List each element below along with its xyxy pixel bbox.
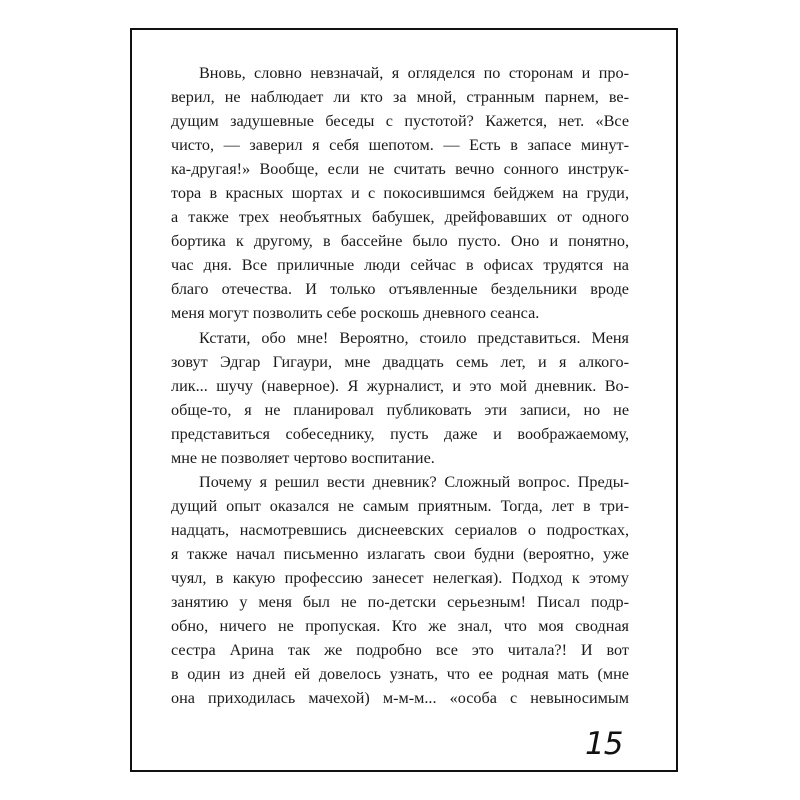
text-line: Кстати, обо мне! Вероятно, стоило представиться. Меня: [199, 328, 629, 347]
text-line: сестра Арина так же подробно все это читала?! И вот: [171, 641, 629, 660]
text-line: а также трех необъятных бабушек, дрейфовавших от одного: [171, 208, 629, 227]
text-line: представиться собеседнику, пусть даже и воображаемому,: [171, 424, 629, 443]
text-line: обно, ничего не пропуская. Кто же знал, что моя сводная: [171, 617, 629, 636]
text-line: в один из дней ей довелось узнать, что ее родная мать (мне: [171, 665, 629, 684]
text-line: верил, не наблюдает ли кто за мной, странным парнем, ве-: [171, 88, 629, 107]
text-line: бортика к другому, в бассейне было пусто. Оно и понятно,: [171, 232, 629, 251]
text-line: чисто, — заверил я себя шепотом. — Есть в запасе минут-: [171, 136, 629, 155]
text-line: занятию у меня был не по-детски серьезным! Писал подр-: [171, 593, 629, 612]
page-text: [171, 61, 629, 710]
text-line: Почему я решил вести дневник? Сложный вопрос. Преды-: [199, 472, 629, 491]
text-line: Вновь, словно невзначай, я огляделся по сторонам и про-: [199, 64, 629, 82]
text-line: благо отечества. И только отъявленные бездельники вроде: [171, 280, 629, 299]
text-line: я также начал письменно излагать свои будни (вероятно, уже: [171, 544, 629, 563]
text-line: мне не позволяет чертово воспитание.: [171, 448, 435, 467]
text-line: она приходилась мачехой) м-м-м... «особа с невыносимым: [171, 689, 629, 708]
text-line: дущим задушевные беседы с пустотой? Кажется, нет. «Все: [171, 112, 629, 131]
text-line: меня могут позволить себе роскошь дневного сеанса.: [171, 304, 540, 323]
text-line: зовут Эдгар Гигаури, мне двадцать семь лет, и я алкого-: [171, 352, 629, 371]
text-line: обще-то, я не планировал публиковать эти записи, но не: [171, 400, 629, 419]
text-line: ка-другая!» Вообще, если не считать вечно сонного инструк-: [171, 160, 629, 179]
page-number: 15: [585, 726, 623, 762]
text-line: чуял, в какую профессию занесет нелегкая). Подход к этому: [171, 568, 629, 587]
text-line: лик... шучу (наверное). Я журналист, и это мой дневник. Во-: [171, 376, 629, 395]
text-line: тора в красных шортах и с покосившимся бейджем на груди,: [171, 184, 629, 203]
text-line: дущий опыт оказался не самым приятным. Тогда, лет в три-: [171, 496, 629, 515]
text-line: надцать, насмотревшись диснеевских сериалов о подростках,: [171, 520, 629, 539]
text-line: час дня. Все приличные люди сейчас в офисах трудятся на: [171, 256, 629, 275]
